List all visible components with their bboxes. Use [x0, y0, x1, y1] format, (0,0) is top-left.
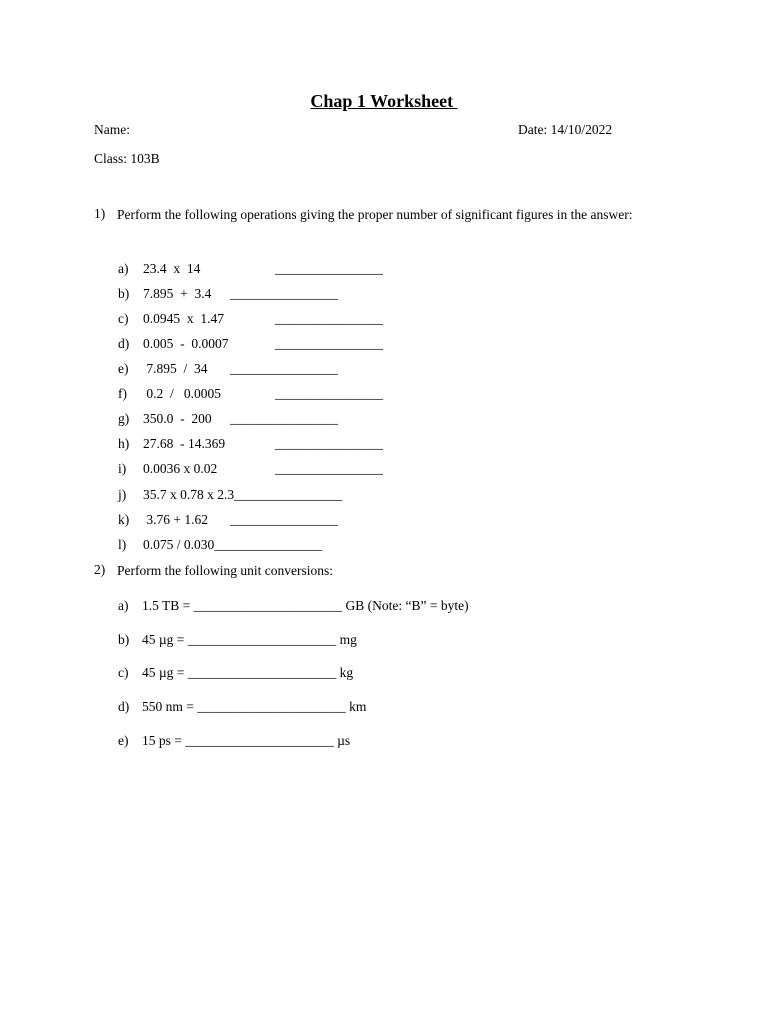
conversion-item: [118, 632, 538, 648]
operation-item: [118, 286, 438, 302]
item-label: l): [118, 537, 127, 552]
operation-item: [118, 261, 438, 277]
operation-item: [118, 436, 438, 452]
question-1-text: Perform the following operations giving the proper number of significant figures in the answer:: [117, 207, 633, 222]
conversion-item: [118, 665, 538, 681]
answer-blank[interactable]: ________________: [275, 336, 383, 351]
conversion-text: 1.5 TB = ______________________ GB (Note: “B” = byte): [142, 598, 469, 613]
operation-expression: 0.2 / 0.0005: [143, 386, 222, 401]
item-label: b): [118, 632, 130, 647]
operation-item: [118, 386, 438, 402]
item-label: a): [118, 598, 129, 613]
item-label: e): [118, 361, 129, 376]
question-1-number: 1): [94, 206, 106, 221]
operation-item: [118, 461, 438, 477]
operation-item: [118, 512, 438, 528]
item-label: j): [118, 487, 127, 502]
operation-expression: 0.005 - 0.0007: [143, 336, 229, 351]
conversion-text: 45 µg = ______________________ kg: [142, 665, 354, 680]
item-label: i): [118, 461, 127, 476]
operation-item: [118, 537, 438, 553]
answer-blank[interactable]: ________________: [275, 261, 383, 276]
answer-blank[interactable]: ________________: [230, 361, 338, 376]
operation-item: [118, 361, 438, 377]
answer-blank[interactable]: ________________: [230, 512, 338, 527]
operation-expression: 7.895 / 34: [143, 361, 208, 376]
name-field-label: Name:: [94, 122, 130, 137]
item-label: d): [118, 699, 130, 714]
operation-item: [118, 311, 438, 327]
answer-blank[interactable]: ________________: [275, 461, 383, 476]
answer-blank[interactable]: ________________: [230, 286, 338, 301]
operation-expression: 0.075 / 0.030________________: [143, 537, 323, 552]
question-2-number: 2): [94, 562, 106, 577]
answer-blank[interactable]: ________________: [275, 311, 383, 326]
operation-expression: 7.895 + 3.4: [143, 286, 212, 301]
answer-blank[interactable]: ________________: [230, 411, 338, 426]
item-label: b): [118, 286, 130, 301]
item-label: d): [118, 336, 130, 351]
conversion-item: [118, 733, 538, 749]
operation-expression: 350.0 - 200: [143, 411, 212, 426]
answer-blank[interactable]: ________________: [275, 436, 383, 451]
item-label: c): [118, 311, 129, 326]
question-2-text: Perform the following unit conversions:: [117, 563, 333, 578]
answer-blank[interactable]: ________________: [275, 386, 383, 401]
item-label: c): [118, 665, 129, 680]
item-label: k): [118, 512, 130, 527]
conversion-item: [118, 699, 538, 715]
item-label: h): [118, 436, 130, 451]
item-label: g): [118, 411, 130, 426]
operation-expression: 3.76 + 1.62: [143, 512, 208, 527]
operation-expression: 0.0036 x 0.02: [143, 461, 218, 476]
operation-expression: 27.68 - 14.369: [143, 436, 226, 451]
conversion-text: 15 ps = ______________________ µs: [142, 733, 351, 748]
item-label: e): [118, 733, 129, 748]
conversion-text: 550 nm = ______________________ km: [142, 699, 367, 714]
item-label: f): [118, 386, 127, 401]
item-label: a): [118, 261, 129, 276]
date-label: Date: 14/10/2022: [518, 122, 613, 137]
operation-item: [118, 411, 438, 427]
class-label: Class: 103B: [94, 151, 160, 166]
page-title: Chap 1 Worksheet: [310, 91, 458, 111]
operation-expression: 0.0945 x 1.47: [143, 311, 224, 326]
operation-item: [118, 336, 438, 352]
operation-expression: 23.4 x 14: [143, 261, 201, 276]
conversion-text: 45 µg = ______________________ mg: [142, 632, 357, 647]
operation-expression: 35.7 x 0.78 x 2.3________________: [143, 487, 343, 502]
conversion-item: [118, 598, 538, 614]
operation-item: [118, 487, 438, 503]
